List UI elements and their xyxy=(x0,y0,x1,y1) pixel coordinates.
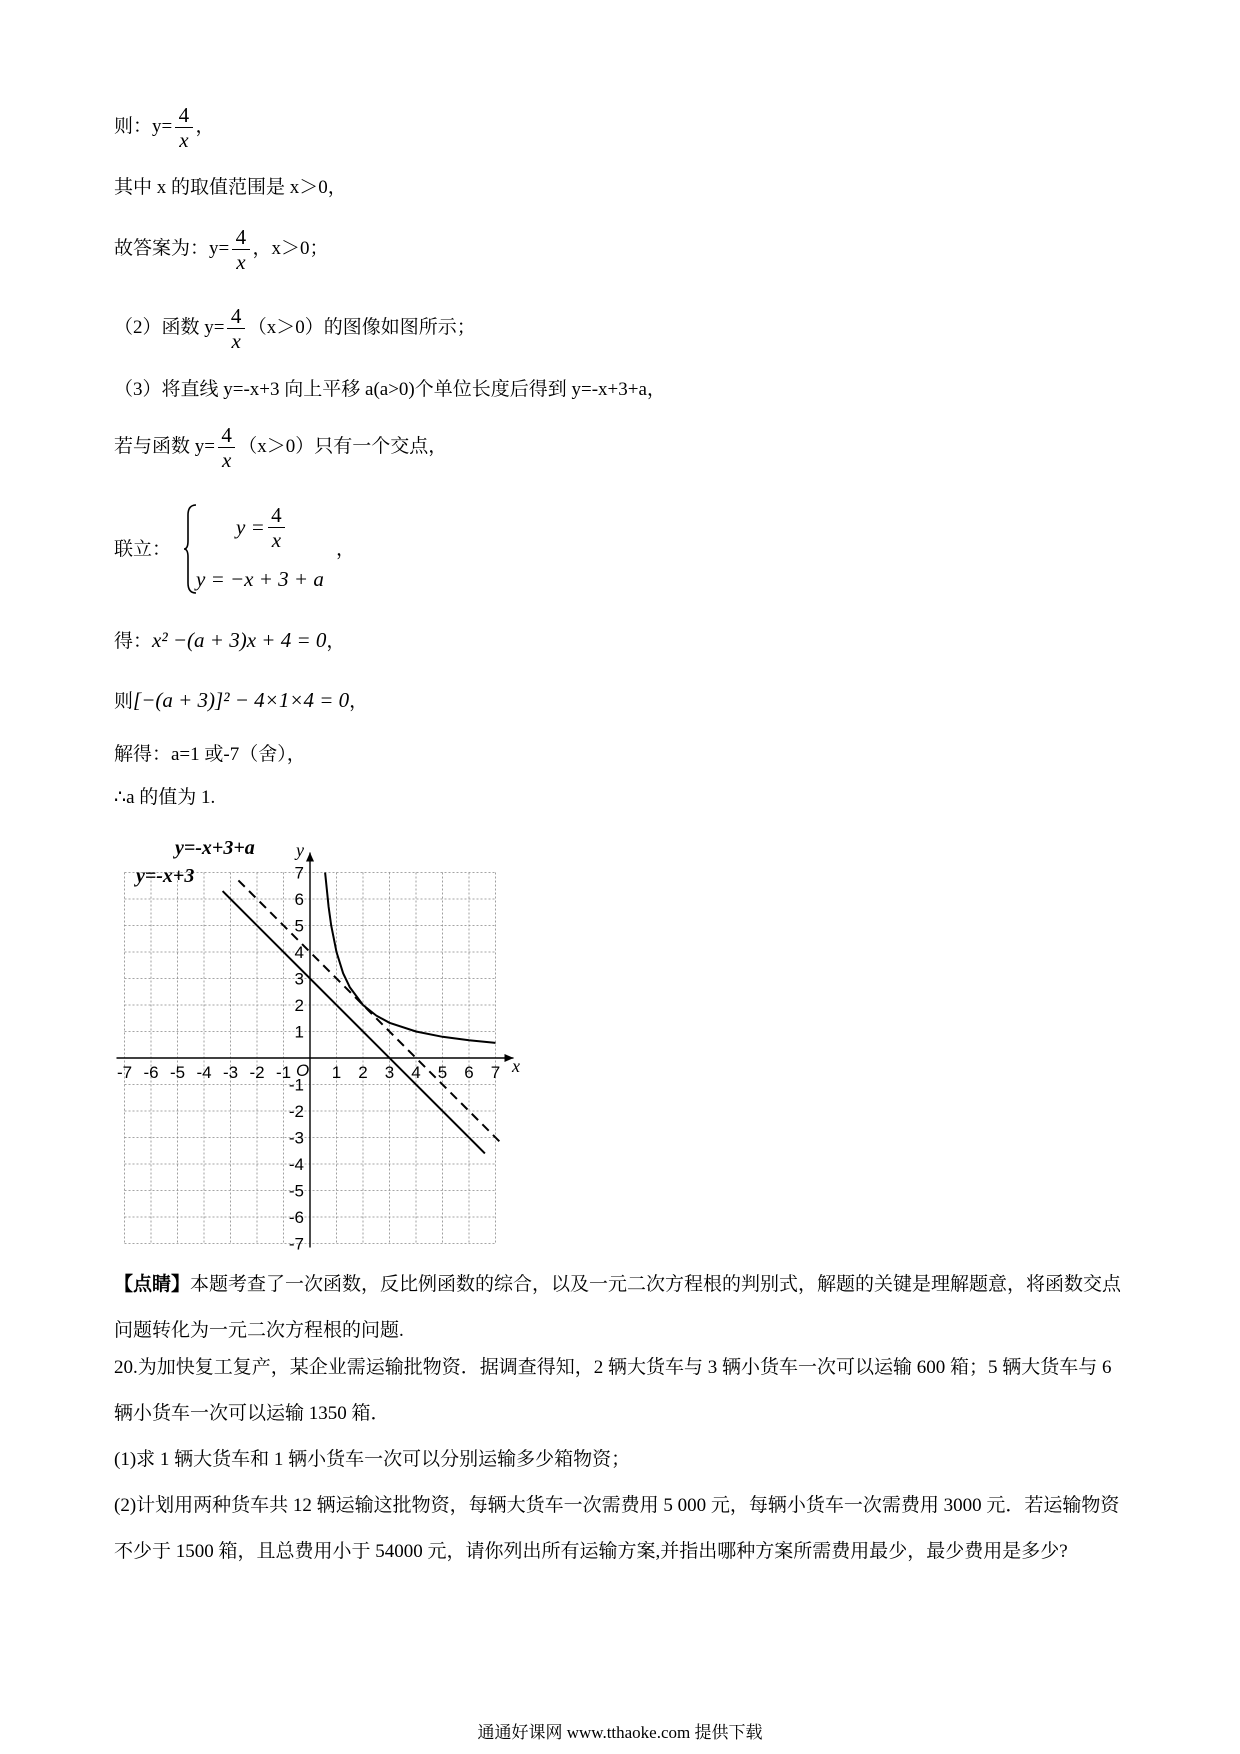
solution-line-10: 解得：a=1 或-7（舍）， xyxy=(114,744,306,765)
x-tick-label: -7 xyxy=(116,1063,133,1082)
question-20-part-2: (2)计划用两种货车共 12 辆运输这批物资，每辆大货车一次需费用 5 000 元，每辆小货车一次需费用 3000 元．若运输物资不少于 1500 箱，且总费用小于 54000 元，请你列出所有运输方案,并指出哪种方案所需费用最少，最少费用是多少? xyxy=(114,1495,1120,1562)
equation-system xyxy=(184,503,354,595)
fraction: $\frac{4}{x}$ xyxy=(227,304,244,353)
x-tick-label: -2 xyxy=(249,1063,265,1082)
system-row-1: y = $\frac{4}{x}$ xyxy=(236,503,288,552)
solution-line-11: ∴a 的值为 1. xyxy=(114,787,216,808)
fraction: $\frac{4}{x}$ xyxy=(175,103,192,152)
solution-line-9: 则[−(a + 3)]² − 4×1×4 = 0， xyxy=(114,688,369,712)
y-tick-label: 4 xyxy=(294,943,304,962)
x-tick-label: -4 xyxy=(196,1063,212,1082)
y-tick-label: 3 xyxy=(294,969,304,989)
x-tick-label: 2 xyxy=(358,1063,368,1082)
y-tick-label: 7 xyxy=(294,863,304,883)
solution-line-7-prefix: 联立： xyxy=(114,539,172,560)
x-tick-label: 7 xyxy=(490,1063,501,1082)
fraction: $\frac{4}{x}$ xyxy=(218,423,235,472)
series-line-shifted xyxy=(238,880,503,1145)
solution-line-1: 则：y= $\frac{4}{x}$ ， xyxy=(114,103,215,152)
x-tick-label: -5 xyxy=(169,1063,186,1082)
x-tick-label: 1 xyxy=(331,1063,342,1082)
solution-line-3: 故答案为：y= $\frac{4}{x}$ ，x＞0； xyxy=(114,225,329,274)
label-line-original: y=-x+3 xyxy=(136,865,195,887)
y-tick-label: -3 xyxy=(288,1128,304,1148)
y-tick-label: -5 xyxy=(288,1181,304,1201)
solution-line-2: 其中 x 的取值范围是 x＞0， xyxy=(114,177,347,198)
question-20: 20.为加快复工复产，某企业需运输批物资．据调查得知，2 辆大货车与 3 辆小货车一次可以运输 600 箱；5 辆大货车与 6 辆小货车一次可以运输 1350 箱． xyxy=(114,1357,1112,1424)
comment-label: 【点睛】 xyxy=(114,1274,191,1295)
solution-line-6: 若与函数 y= $\frac{4}{x}$ （x＞0）只有一个交点， xyxy=(114,423,448,472)
solution-line-8: 得：x² −(a + 3)x + 4 = 0， xyxy=(114,628,346,652)
series-curve xyxy=(325,873,495,1043)
fraction: $\frac{4}{x}$ xyxy=(232,225,249,274)
y-tick-label: 2 xyxy=(294,996,304,1015)
y-tick-label: -1 xyxy=(288,1075,304,1095)
system-row-2: y = −x + 3 + a xyxy=(196,567,324,591)
y-tick-label: 6 xyxy=(294,890,304,909)
x-tick-label: -1 xyxy=(275,1063,292,1082)
x-axis-label: x xyxy=(512,1056,520,1076)
x-tick-label: -3 xyxy=(222,1063,239,1082)
solution-line-4: （2）函数 y= $\frac{4}{x}$ （x＞0）的图像如图所示； xyxy=(114,304,476,353)
y-axis-label: y xyxy=(296,840,304,860)
comment-paragraph xyxy=(114,1262,1134,1354)
solution-line-5: （3）将直线 y=-x+3 向上平移 a(a>0)个单位长度后得到 y=-x+3+a， xyxy=(114,379,666,400)
solution-line-7-suffix: ， xyxy=(336,539,356,560)
fraction: $\frac{4}{x}$ xyxy=(268,503,285,552)
x-tick-label: 5 xyxy=(437,1063,448,1082)
y-tick-label: -2 xyxy=(288,1102,304,1121)
y-tick-label: 5 xyxy=(294,916,304,936)
y-axis-arrow xyxy=(306,853,314,862)
y-tick-label: 1 xyxy=(294,1022,304,1042)
x-tick-label: 6 xyxy=(464,1063,474,1082)
origin-label: O xyxy=(296,1061,310,1080)
x-tick-label: -6 xyxy=(143,1063,159,1082)
x-tick-label: 3 xyxy=(384,1063,395,1082)
y-tick-label: -4 xyxy=(288,1155,304,1174)
series-line-original xyxy=(223,891,485,1153)
graph-labels xyxy=(134,837,520,1080)
question-20-part-1: (1)求 1 辆大货车和 1 辆小货车一次可以分别运输多少箱物资； xyxy=(114,1449,631,1470)
function-graph xyxy=(110,836,530,1256)
comment-text: 本题考查了一次函数，反比例函数的综合，以及一元二次方程根的判别式，解题的关键是理解题意，将函数交点问题转化为一元二次方程根的问题. xyxy=(114,1274,1122,1341)
y-tick-label: -7 xyxy=(288,1234,304,1254)
y-tick-label: -6 xyxy=(288,1208,304,1227)
x-tick-label: 4 xyxy=(411,1063,421,1082)
footer: 通通好课网 www.tthaoke.com 提供下载 xyxy=(477,1723,763,1742)
axes xyxy=(117,853,514,1248)
label-line-shifted: y=-x+3+a xyxy=(175,837,255,859)
